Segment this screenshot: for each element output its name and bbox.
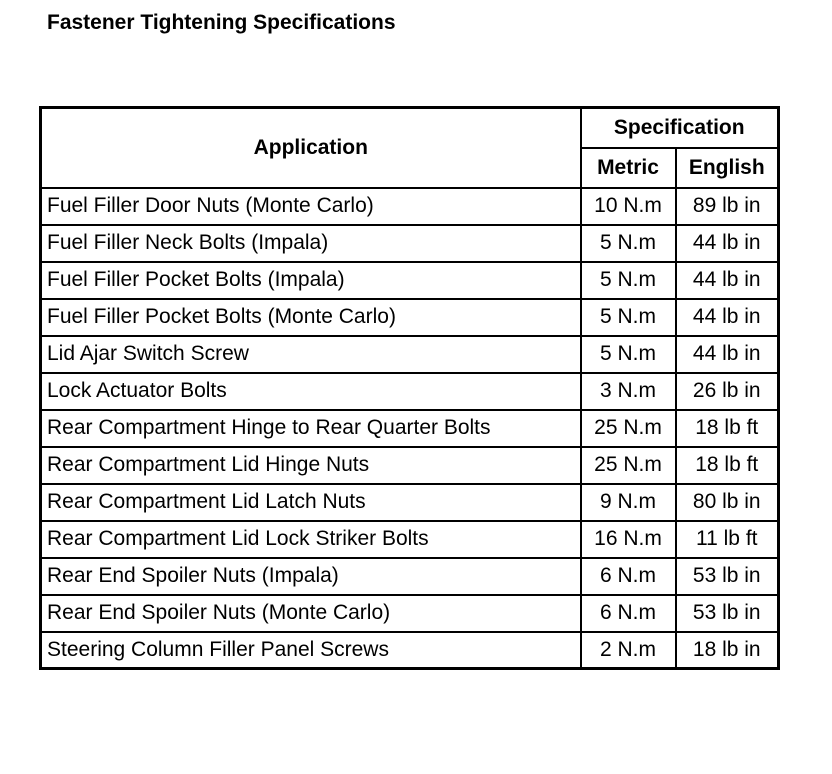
metric-cell: 16 N.m: [581, 521, 676, 558]
table-row: [41, 410, 779, 447]
table-row: [41, 447, 779, 484]
table-row: [41, 558, 779, 595]
application-cell: Rear Compartment Lid Latch Nuts: [41, 484, 581, 521]
metric-cell: 6 N.m: [581, 595, 676, 632]
english-cell: 11 lb ft: [676, 521, 779, 558]
english-cell: 18 lb ft: [676, 447, 779, 484]
metric-cell: 5 N.m: [581, 299, 676, 336]
table-row: [41, 373, 779, 410]
metric-cell: 5 N.m: [581, 225, 676, 262]
english-cell: 44 lb in: [676, 225, 779, 262]
metric-header: Metric: [581, 148, 676, 188]
metric-cell: 2 N.m: [581, 632, 676, 669]
english-cell: 44 lb in: [676, 299, 779, 336]
application-cell: Fuel Filler Pocket Bolts (Impala): [41, 262, 581, 299]
application-cell: Rear End Spoiler Nuts (Impala): [41, 558, 581, 595]
application-cell: Lid Ajar Switch Screw: [41, 336, 581, 373]
metric-cell: 6 N.m: [581, 558, 676, 595]
metric-cell: 3 N.m: [581, 373, 676, 410]
table-row: [41, 262, 779, 299]
metric-cell: 25 N.m: [581, 447, 676, 484]
english-cell: 44 lb in: [676, 336, 779, 373]
application-cell: Rear End Spoiler Nuts (Monte Carlo): [41, 595, 581, 632]
header-row: [41, 108, 779, 148]
application-cell: Steering Column Filler Panel Screws: [41, 632, 581, 669]
table-row: [41, 299, 779, 336]
english-cell: 80 lb in: [676, 484, 779, 521]
table-row: [41, 188, 779, 225]
fastener-spec-table: [39, 106, 780, 670]
application-cell: Fuel Filler Door Nuts (Monte Carlo): [41, 188, 581, 225]
application-cell: Rear Compartment Hinge to Rear Quarter Bolts: [41, 410, 581, 447]
table-row: [41, 632, 779, 669]
document-title: Fastener Tightening Specifications: [47, 11, 396, 34]
application-cell: Fuel Filler Neck Bolts (Impala): [41, 225, 581, 262]
application-header: Application: [41, 108, 581, 188]
table-row: [41, 521, 779, 558]
english-cell: 53 lb in: [676, 558, 779, 595]
english-header: English: [676, 148, 779, 188]
metric-cell: 10 N.m: [581, 188, 676, 225]
application-cell: Rear Compartment Lid Hinge Nuts: [41, 447, 581, 484]
english-cell: 26 lb in: [676, 373, 779, 410]
metric-cell: 5 N.m: [581, 336, 676, 373]
metric-cell: 25 N.m: [581, 410, 676, 447]
table-row: [41, 484, 779, 521]
english-cell: 18 lb in: [676, 632, 779, 669]
metric-cell: 5 N.m: [581, 262, 676, 299]
application-cell: Lock Actuator Bolts: [41, 373, 581, 410]
specification-header: Specification: [581, 108, 779, 148]
english-cell: 53 lb in: [676, 595, 779, 632]
table-row: [41, 336, 779, 373]
english-cell: 89 lb in: [676, 188, 779, 225]
application-cell: Fuel Filler Pocket Bolts (Monte Carlo): [41, 299, 581, 336]
table-row: [41, 595, 779, 632]
table-row: [41, 225, 779, 262]
english-cell: 44 lb in: [676, 262, 779, 299]
english-cell: 18 lb ft: [676, 410, 779, 447]
metric-cell: 9 N.m: [581, 484, 676, 521]
application-cell: Rear Compartment Lid Lock Striker Bolts: [41, 521, 581, 558]
